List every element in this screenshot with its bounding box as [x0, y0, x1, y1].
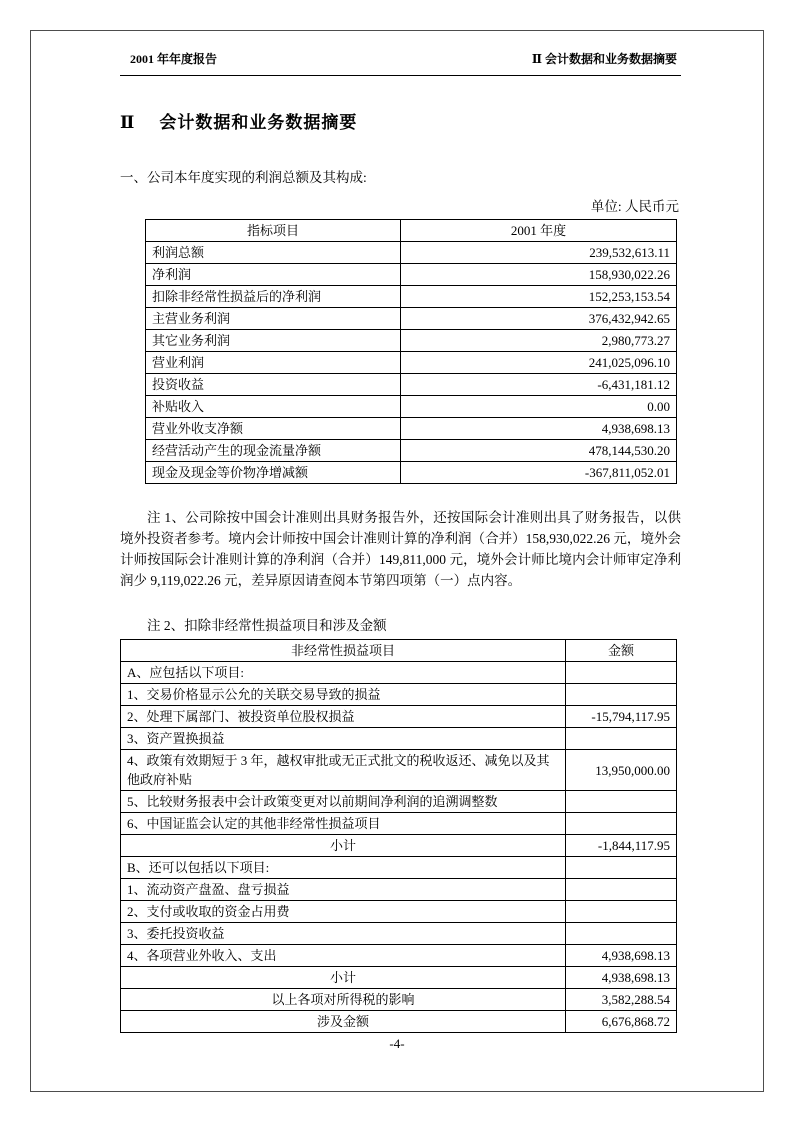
table-row	[121, 901, 677, 923]
row-label: 2、处理下属部门、被投资单位股权损益	[121, 706, 566, 728]
row-label: 扣除非经常性损益后的净利润	[146, 286, 401, 308]
row-label: 涉及金额	[121, 1011, 566, 1033]
row-value	[566, 901, 677, 923]
header-section-title: Ⅱ 会计数据和业务数据摘要	[531, 52, 677, 66]
row-label: 营业外收支净额	[146, 418, 401, 440]
row-value: 241,025,096.10	[401, 352, 677, 374]
table-row	[146, 396, 677, 418]
page-title-text: 会计数据和业务数据摘要	[159, 113, 358, 132]
note-1-paragraph: 注 1、公司除按中国会计准则出具财务报告外，还按国际会计准则出具了财务报告，以供境外投资者参考。境内会计师按中国会计准则计算的净利润（合并）158,930,022.26 元，境外会计师按国际会计准则计算的净利润（合并）149,811,000 元，境外会计师比境内会计师审定净利润少 9,119,022.26 元，差异原因请查阅本节第四项第（一）点内容。	[120, 510, 681, 588]
report-page-content	[120, 50, 681, 1033]
table-row	[121, 879, 677, 901]
table-row	[121, 967, 677, 989]
table-row	[121, 728, 677, 750]
page-title-number: Ⅱ	[120, 113, 136, 132]
row-label: A、应包括以下项目:	[121, 662, 566, 684]
row-value: -1,844,117.95	[566, 835, 677, 857]
row-label: 现金及现金等价物净增减额	[146, 462, 401, 484]
row-value	[566, 728, 677, 750]
table-row	[121, 989, 677, 1011]
row-label: 5、比较财务报表中会计政策变更对以前期间净利润的追溯调整数	[121, 791, 566, 813]
currency-unit-label: 单位: 人民币元	[590, 199, 679, 214]
table-row	[121, 945, 677, 967]
row-value: -15,794,117.95	[566, 706, 677, 728]
row-label: 营业利润	[146, 352, 401, 374]
table-row	[146, 352, 677, 374]
row-value: 152,253,153.54	[401, 286, 677, 308]
column-header-amount: 金额	[566, 640, 677, 662]
row-label: 净利润	[146, 264, 401, 286]
row-value: 4,938,698.13	[566, 967, 677, 989]
row-label: 利润总额	[146, 242, 401, 264]
row-value: 0.00	[401, 396, 677, 418]
table-row	[121, 684, 677, 706]
row-value	[566, 684, 677, 706]
table-row	[121, 835, 677, 857]
row-value: 13,950,000.00	[566, 750, 677, 791]
column-header-item: 非经常性损益项目	[121, 640, 566, 662]
table-row	[146, 440, 677, 462]
table-row	[146, 374, 677, 396]
non-recurring-items-table	[120, 639, 677, 1033]
row-value: 3,582,288.54	[566, 989, 677, 1011]
row-label: 3、委托投资收益	[121, 923, 566, 945]
table-header-row	[121, 640, 677, 662]
row-label: 小计	[121, 967, 566, 989]
table-header-row	[146, 220, 677, 242]
row-value	[566, 662, 677, 684]
row-label: 投资收益	[146, 374, 401, 396]
table-row	[146, 308, 677, 330]
column-header-year: 2001 年度	[401, 220, 677, 242]
table-row	[146, 418, 677, 440]
row-value: -367,811,052.01	[401, 462, 677, 484]
row-label: 其它业务利润	[146, 330, 401, 352]
row-value: 4,938,698.13	[566, 945, 677, 967]
row-label: 主营业务利润	[146, 308, 401, 330]
page-title	[120, 108, 681, 133]
row-value: 158,930,022.26	[401, 264, 677, 286]
note-2-heading: 注 2、扣除非经常性损益项目和涉及金额	[147, 618, 387, 633]
row-label: 补贴收入	[146, 396, 401, 418]
row-label: 4、各项营业外收入、支出	[121, 945, 566, 967]
row-label: 1、流动资产盘盈、盘亏损益	[121, 879, 566, 901]
row-label: B、还可以包括以下项目:	[121, 857, 566, 879]
row-label: 2、支付或收取的资金占用费	[121, 901, 566, 923]
row-value: 6,676,868.72	[566, 1011, 677, 1033]
table-row	[121, 923, 677, 945]
profit-composition-table	[145, 219, 677, 484]
row-value: 376,432,942.65	[401, 308, 677, 330]
row-value	[566, 879, 677, 901]
page-number: -4-	[389, 1036, 405, 1051]
table-row	[121, 813, 677, 835]
row-label: 6、中国证监会认定的其他非经常性损益项目	[121, 813, 566, 835]
row-label: 1、交易价格显示公允的关联交易导致的损益	[121, 684, 566, 706]
row-value	[566, 791, 677, 813]
row-value	[566, 923, 677, 945]
table-row	[121, 706, 677, 728]
row-value	[566, 813, 677, 835]
row-value: 478,144,530.20	[401, 440, 677, 462]
row-label: 经营活动产生的现金流量净额	[146, 440, 401, 462]
table-row	[146, 264, 677, 286]
table-row	[146, 462, 677, 484]
table-row	[121, 662, 677, 684]
column-header-indicator: 指标项目	[146, 220, 401, 242]
row-label: 小计	[121, 835, 566, 857]
row-value: -6,431,181.12	[401, 374, 677, 396]
row-value: 4,938,698.13	[401, 418, 677, 440]
table-row	[121, 791, 677, 813]
row-value: 2,980,773.27	[401, 330, 677, 352]
table-row	[121, 857, 677, 879]
row-value: 239,532,613.11	[401, 242, 677, 264]
row-label: 3、资产置换损益	[121, 728, 566, 750]
header-report-title: 2001 年年度报告	[130, 52, 218, 66]
row-value	[566, 857, 677, 879]
table-row	[121, 1011, 677, 1033]
row-label: 4、政策有效期短于 3 年，越权审批或无正式批文的税收返还、减免以及其他政府补贴	[121, 750, 566, 791]
page-header	[120, 50, 681, 76]
table-row	[146, 286, 677, 308]
table-row	[146, 242, 677, 264]
table-row	[146, 330, 677, 352]
row-label: 以上各项对所得税的影响	[121, 989, 566, 1011]
section-1-heading: 一、公司本年度实现的利润总额及其构成:	[120, 170, 367, 185]
table-row	[121, 750, 677, 791]
